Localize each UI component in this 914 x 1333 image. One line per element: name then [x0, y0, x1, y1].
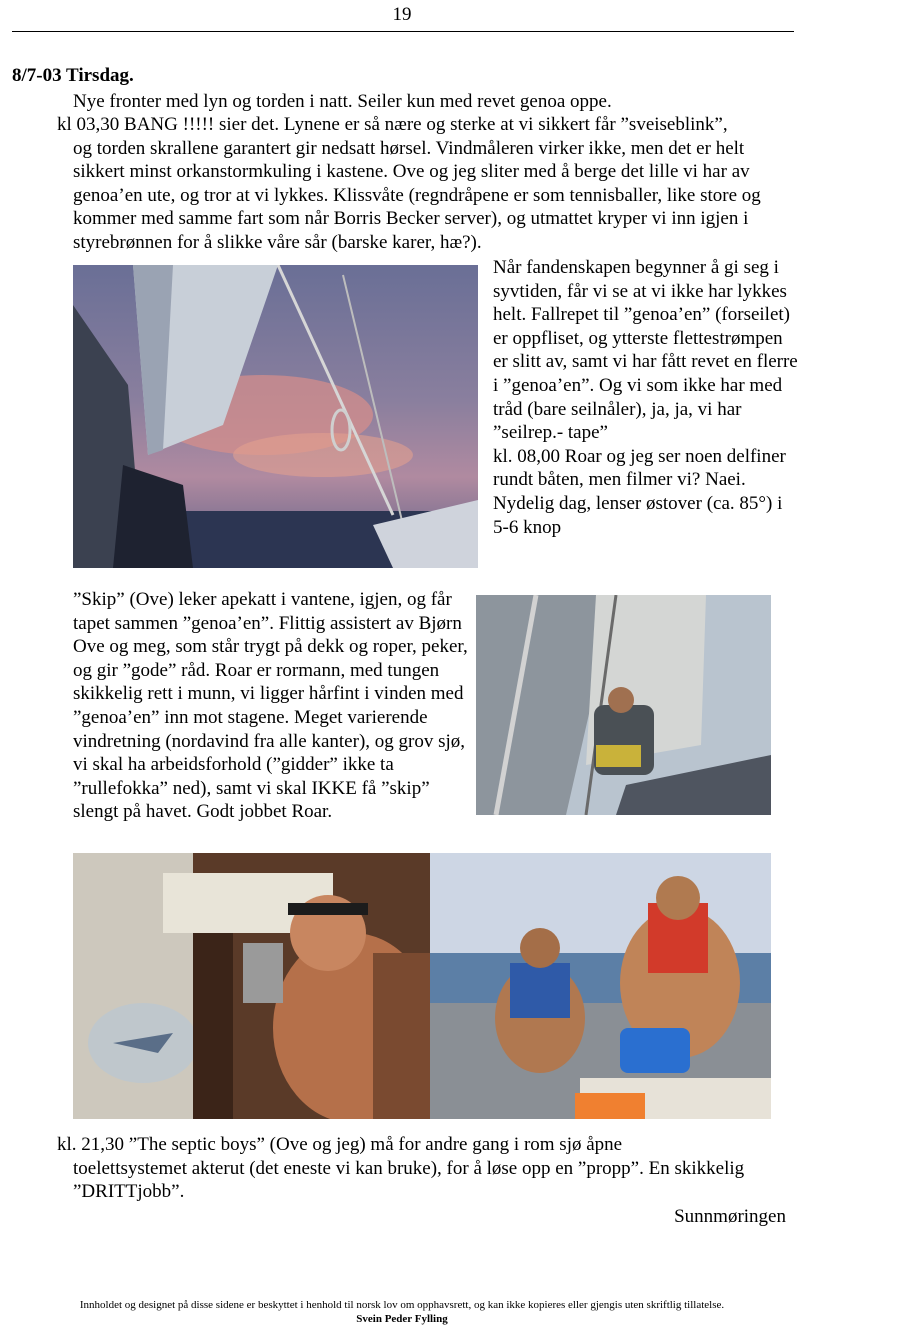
paragraph-septic-first-line: kl. 21,30 ”The septic boys” (Ove og jeg) må for andre gang i rom sjø åpne — [57, 1134, 623, 1155]
page-number: 19 — [392, 4, 412, 25]
header-rule — [12, 31, 794, 32]
side-text-damage-part1: Når fandenskapen begynner å gi seg i syvtiden, får vi se at vi ikke har lykkes helt. Fallrepet til ”genoa’en” (forseilet) er oppfliset, og ytterste flettestrømpen er slitt av, samt vi har fått revet en flerre i ”genoa’en”. Og vi som ikke har med tråd (bare seilnåler), ja, ja, vi har ”seilrep.- tape” — [493, 257, 798, 444]
copyright-footer — [0, 1298, 804, 1326]
paragraph-storm — [57, 113, 797, 255]
photo-cabin-toilet — [73, 853, 430, 1119]
author-name-bold: Svein Peder Fylling — [356, 1313, 448, 1325]
side-text-repair: ”Skip” (Ove) leker apekatt i vantene, igjen, og får tapet sammen ”genoa’en”. Flittig assistert av Bjørn Ove og meg, som står trygt på dekk og roper, peker, og gir ”gode” råd. Roar er rormann, med tungen skikkelig rett i munn, vi ligger hårfint i vinden med ”genoa’en” inn mot stagene. Meget varierende vindretning (nordavind fra alle kanter), og grov sjø, vi skal ha arbeidsforhold (”gidder” ikke ta ”rullefokka” ned), samt vi skal IKKE få ”skip” slengt på havet. Godt jobbet Roar. — [73, 589, 468, 823]
paragraph-storm-first-line: kl 03,30 BANG !!!!! sier det. Lynene er så nære og sterke at vi sikkert får ”sveiseblink”, — [57, 114, 728, 135]
photo-deck-crew — [430, 853, 771, 1119]
side-text-dolphins: kl. 08,00 Roar og jeg ser noen delfiner rundt båten, men filmer vi? Naei. — [493, 445, 786, 491]
photo-sunset-sail — [73, 265, 478, 568]
side-text-weather: Nydelig dag, lenser østover (ca. 85°) i 5-6 knop — [493, 492, 783, 538]
paragraph-intro: Nye fronter med lyn og torden i natt. Seiler kun med revet genoa oppe. — [73, 91, 612, 112]
entry-heading: 8/7-03 Tirsdag. — [12, 65, 134, 86]
paragraph-storm-body: og torden skrallene garantert gir nedsatt hørsel. Vindmåleren virker ikke, men det er helt sikkert minst orkanstormkuling i kastene. Ove og jeg sliter med å berge det lille vi har av genoa’en ute, og tror at vi lykkes. Klissvåte (regndråpene er som tennisballer, like store og kommer med samme fart som når Borris Becker server), og utmattet kryper vi inn igjen i styrebrønnen for å slikke våre sår (barske karer, hæ?). — [73, 137, 761, 253]
photo-mast-climb — [476, 595, 771, 815]
signature: Sunnmøringen — [674, 1206, 786, 1227]
paragraph-septic — [57, 1133, 797, 1204]
paragraph-septic-body: toelettsystemet akterut (det eneste vi kan bruke), for å løse opp en ”propp”. En skikkelig ”DRITTjobb”. — [73, 1157, 745, 1203]
author-name — [0, 1312, 804, 1326]
side-text-damage — [493, 256, 798, 539]
copyright-notice: Innholdet og designet på disse sidene er beskyttet i henhold til norsk lov om opphavsrett, og kan ikke kopieres eller gjengis uten skriftlig tillatelse. — [79, 1299, 725, 1311]
